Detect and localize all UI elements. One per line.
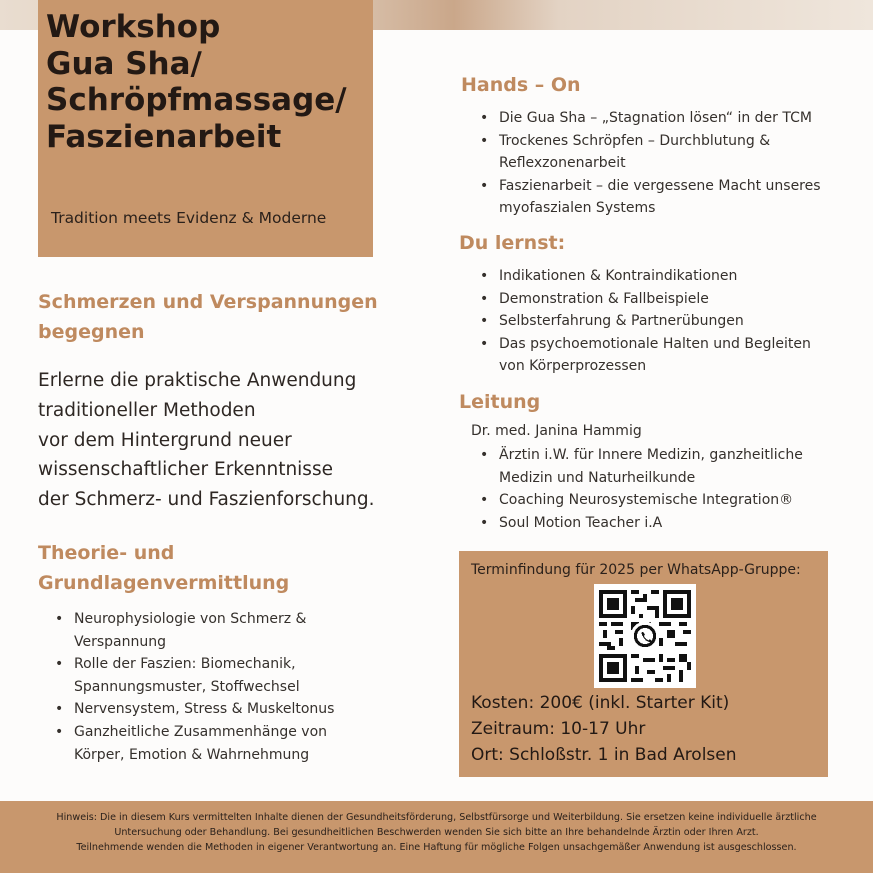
list-item	[477, 265, 811, 288]
theory-list	[52, 608, 334, 766]
heading-line: Grundlagenvermittlung	[38, 572, 290, 594]
intro-line: der Schmerz- und Faszienforschung.	[38, 489, 375, 511]
item-line: • Soul Motion Teacher i.A	[499, 514, 663, 531]
qr-code-graphic	[599, 589, 691, 683]
workshop-title	[46, 9, 347, 155]
intro-text	[38, 366, 375, 515]
item-line: • Das psychoemotionale Halten und Begleiten	[499, 335, 811, 352]
whatsapp-qr-code-icon[interactable]	[594, 584, 696, 688]
intro-line: Erlerne die praktische Anwendung	[38, 370, 357, 391]
item-line: Verspannung	[74, 633, 166, 650]
item-line: von Körperprozessen	[499, 358, 647, 375]
list-item	[52, 608, 334, 653]
item-line: Reflexzonenarbeit	[499, 155, 626, 172]
whatsapp-note: Terminfindung für 2025 per WhatsApp-Gruppe:	[471, 562, 801, 578]
item-line: • Ärztin i.W. für Innere Medizin, ganzheitliche	[499, 447, 803, 463]
title-box	[38, 0, 373, 257]
list-item	[477, 130, 821, 175]
title-line: Gua Sha/	[46, 45, 202, 82]
disclaimer-line: Hinweis: Die in diesem Kurs vermittelten Inhalte dienen der Gesundheitsförderung, Selbstfürsorge und Weiterbildung. Sie ersetzen keine individuelle ärztliche	[56, 812, 817, 823]
learn-list	[477, 265, 811, 378]
title-line: Faszienarbeit	[46, 118, 282, 155]
item-line: • Faszienarbeit – die vergessene Macht unseres	[499, 177, 821, 194]
list-item	[477, 512, 803, 535]
list-item	[477, 288, 811, 311]
heading-line: Schmerzen und Verspannungen	[38, 291, 378, 313]
disclaimer-footer	[0, 801, 873, 873]
item-line: • Demonstration & Fallbeispiele	[499, 290, 709, 307]
hands-on-heading: Hands – On	[461, 74, 581, 96]
item-line: myofaszialen Systems	[499, 200, 656, 217]
item-line: • Nervensystem, Stress & Muskeltonus	[74, 701, 335, 718]
list-item	[52, 721, 334, 766]
cost-text: Kosten: 200€ (inkl. Starter Kit)	[471, 693, 730, 713]
list-item	[477, 333, 811, 378]
theory-heading	[38, 538, 289, 598]
lead-heading: Leitung	[459, 391, 541, 413]
item-line: Medizin und Naturheilkunde	[499, 469, 696, 486]
item-line: Körper, Emotion & Wahrnehmung	[74, 746, 310, 763]
item-line: Spannungsmuster, Stoffwechsel	[74, 678, 300, 695]
heading-line: Theorie- und	[38, 542, 175, 564]
list-item	[477, 444, 803, 489]
intro-line: wissenschaftlicher Erkenntnisse	[38, 459, 333, 481]
lead-list	[477, 444, 803, 534]
heading-line: begegnen	[38, 321, 145, 343]
item-line: • Selbsterfahrung & Partnerübungen	[499, 313, 744, 330]
disclaimer-line: Teilnehmende wenden die Methoden in eigener Verantwortung an. Eine Haftung für mögliche Folgen unsachgemäßer Anwendung ist ausgeschlossen.	[76, 842, 797, 853]
subtitle: Tradition meets Evidenz & Moderne	[51, 209, 327, 227]
item-line: • Trockenes Schröpfen – Durchblutung &	[499, 132, 771, 149]
place-text: Ort: Schloßstr. 1 in Bad Arolsen	[471, 745, 737, 765]
hands-on-list	[477, 107, 821, 220]
item-line: • Indikationen & Kontraindikationen	[499, 268, 738, 284]
learn-heading: Du lernst:	[459, 232, 566, 254]
title-line: Workshop	[46, 9, 221, 45]
title-line: Schröpfmassage/	[46, 82, 347, 118]
list-item	[477, 489, 803, 512]
item-line: • Die Gua Sha – „Stagnation lösen“ in der TCM	[499, 110, 812, 126]
lead-name: Dr. med. Janina Hammig	[471, 423, 642, 439]
time-text: Zeitraum: 10-17 Uhr	[471, 719, 646, 739]
list-item	[52, 653, 334, 698]
item-line: • Ganzheitliche Zusammenhänge von	[74, 723, 328, 740]
intro-line: traditioneller Methoden	[38, 399, 256, 421]
list-item	[477, 107, 821, 130]
item-line: • Rolle der Faszien: Biomechanik,	[74, 656, 296, 673]
intro-line: vor dem Hintergrund neuer	[38, 429, 292, 451]
intro-heading	[38, 287, 378, 347]
list-item	[477, 175, 821, 220]
list-item	[477, 310, 811, 333]
disclaimer-line: Untersuchung oder Behandlung. Bei gesundheitlichen Beschwerden wenden Sie sich bitte an Ihre behandelnde Ärztin oder Ihren Arzt.	[114, 827, 759, 838]
list-item	[52, 698, 334, 721]
item-line: • Neurophysiologie von Schmerz &	[74, 611, 307, 627]
item-line: • Coaching Neurosystemische Integration®	[499, 492, 794, 509]
contact-box	[459, 551, 828, 777]
